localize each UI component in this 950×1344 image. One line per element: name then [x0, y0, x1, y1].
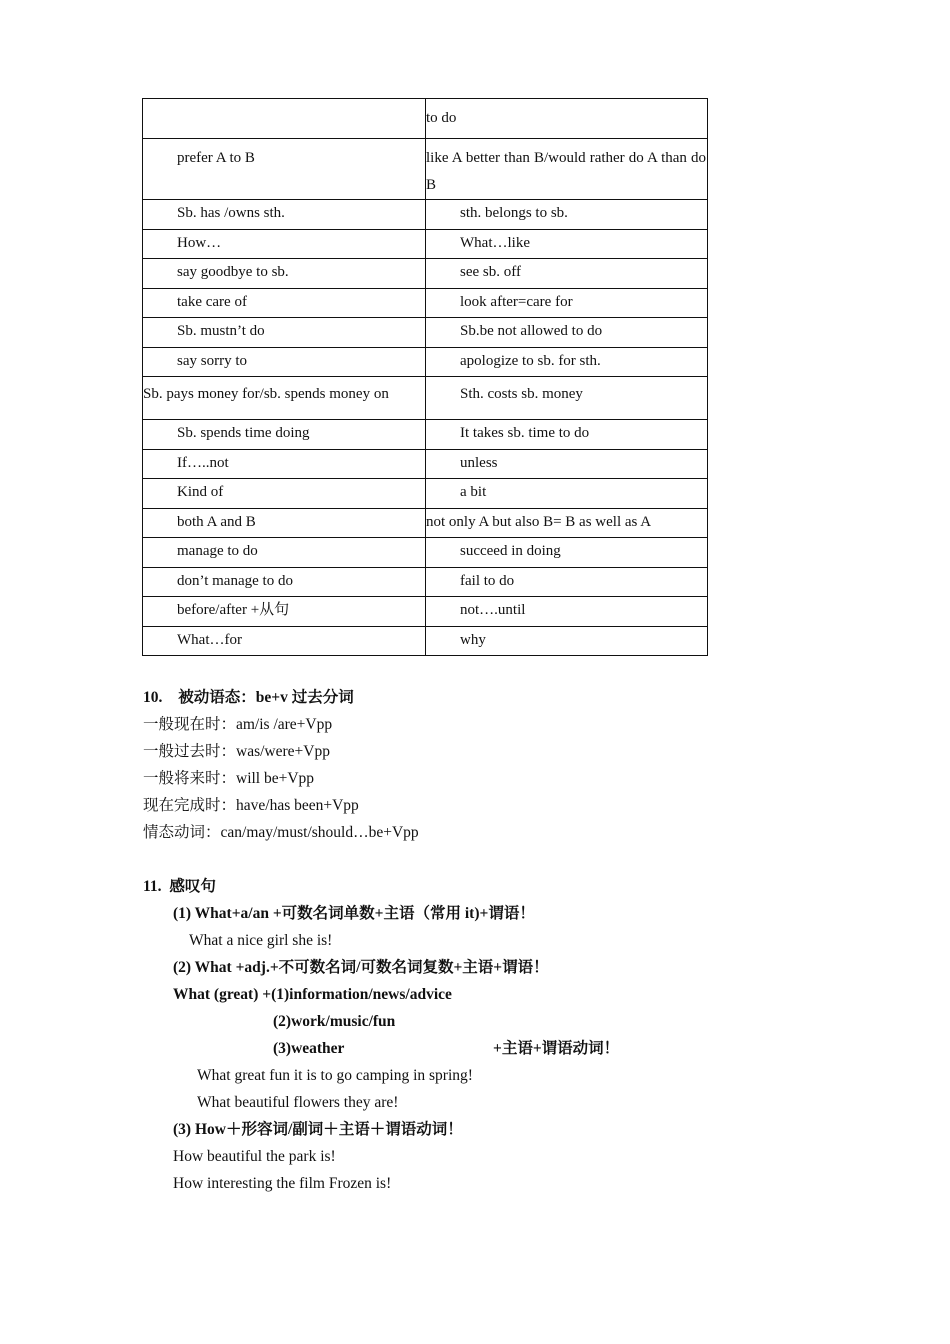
- table-row: [143, 420, 708, 450]
- rule-3: (3) How＋形容词/副词＋主语＋谓语动词！: [173, 1121, 463, 1138]
- tense-line: 现在完成时：have/has been+Vpp: [143, 797, 359, 814]
- left-cell: Sb. mustn’t do: [143, 318, 426, 348]
- table-row: [143, 348, 708, 377]
- right-cell: to do: [426, 99, 708, 139]
- right-cell: not only A but also B= B as well as A: [426, 509, 708, 538]
- right-cell: What…like: [426, 230, 708, 259]
- right-cell: why: [426, 627, 708, 656]
- left-cell: manage to do: [143, 538, 426, 568]
- rule-2-sub-2: (2)work/music/fun: [273, 1013, 396, 1030]
- example-3a: How beautiful the park is!: [173, 1148, 336, 1165]
- section-number: 11.: [143, 878, 162, 895]
- left-cell: Sb. pays money for/sb. spends money on: [143, 377, 426, 420]
- right-cell: like A better than B/would rather do A than do B: [426, 139, 708, 200]
- tense-line: 一般过去时：was/were+Vpp: [143, 743, 330, 760]
- left-cell: Sb. spends time doing: [143, 420, 426, 450]
- right-cell: succeed in doing: [426, 538, 708, 568]
- right-cell: see sb. off: [426, 259, 708, 289]
- right-cell: fail to do: [426, 568, 708, 597]
- left-cell: say goodbye to sb.: [143, 259, 426, 289]
- right-cell: Sth. costs sb. money: [426, 377, 708, 420]
- table-row: [143, 230, 708, 259]
- right-cell: Sb.be not allowed to do: [426, 318, 708, 348]
- section-title: 感叹句: [169, 878, 216, 895]
- table-row: [143, 99, 708, 139]
- table-row: [143, 200, 708, 230]
- table-row: [143, 538, 708, 568]
- table-row: [143, 568, 708, 597]
- left-cell: How…: [143, 230, 426, 259]
- section-title: 被动语态：be+v 过去分词: [178, 689, 354, 706]
- right-cell: look after=care for: [426, 289, 708, 318]
- table-row: [143, 627, 708, 656]
- rule-2: (2) What +adj.+不可数名词/可数名词复数+主语+谓语！: [173, 959, 549, 976]
- left-cell: If…..not: [143, 450, 426, 479]
- tense-line: 一般现在时：am/is /are+Vpp: [143, 716, 333, 733]
- example-2b: What beautiful flowers they are!: [197, 1094, 399, 1111]
- left-cell: Sb. has /owns sth.: [143, 200, 426, 230]
- table-row: [143, 479, 708, 509]
- left-cell: say sorry to: [143, 348, 426, 377]
- table-row: [143, 289, 708, 318]
- left-cell: Kind of: [143, 479, 426, 509]
- right-cell: sth. belongs to sb.: [426, 200, 708, 230]
- rule-2-sub-1: What (great) +(1)information/news/advice: [173, 986, 452, 1003]
- section-10-heading: [143, 684, 354, 711]
- tense-line: 情态动词：can/may/must/should…be+Vpp: [143, 824, 419, 841]
- left-cell: before/after +从句: [143, 597, 426, 627]
- tense-line: 一般将来时：will be+Vpp: [143, 770, 315, 787]
- table-row: [143, 597, 708, 627]
- example-3b: How interesting the film Frozen is!: [173, 1175, 392, 1192]
- left-cell: [143, 99, 426, 139]
- left-cell: take care of: [143, 289, 426, 318]
- phrase-table: [142, 98, 708, 656]
- rule-1: (1) What+a/an +可数名词单数+主语（常用 it)+谓语！: [173, 905, 535, 922]
- example-1: What a nice girl she is!: [189, 932, 333, 949]
- left-cell: both A and B: [143, 509, 426, 538]
- left-cell: don’t manage to do: [143, 568, 426, 597]
- right-cell: unless: [426, 450, 708, 479]
- right-cell: apologize to sb. for sth.: [426, 348, 708, 377]
- rule-2-sub-3-tail: +主语+谓语动词！: [493, 1040, 620, 1057]
- table-row: [143, 377, 708, 420]
- right-cell: not….until: [426, 597, 708, 627]
- right-cell: It takes sb. time to do: [426, 420, 708, 450]
- table-row: [143, 318, 708, 348]
- left-cell: prefer A to B: [143, 139, 426, 200]
- rule-2-sub-3: (3)weather: [273, 1040, 345, 1057]
- right-cell: a bit: [426, 479, 708, 509]
- left-cell: What…for: [143, 627, 426, 656]
- table-row: [143, 450, 708, 479]
- section-number: 10.: [143, 689, 163, 706]
- table-row: [143, 259, 708, 289]
- table-row: [143, 139, 708, 200]
- section-11-heading: [143, 873, 216, 900]
- example-2a: What great fun it is to go camping in spring!: [197, 1067, 473, 1084]
- table-row: [143, 509, 708, 538]
